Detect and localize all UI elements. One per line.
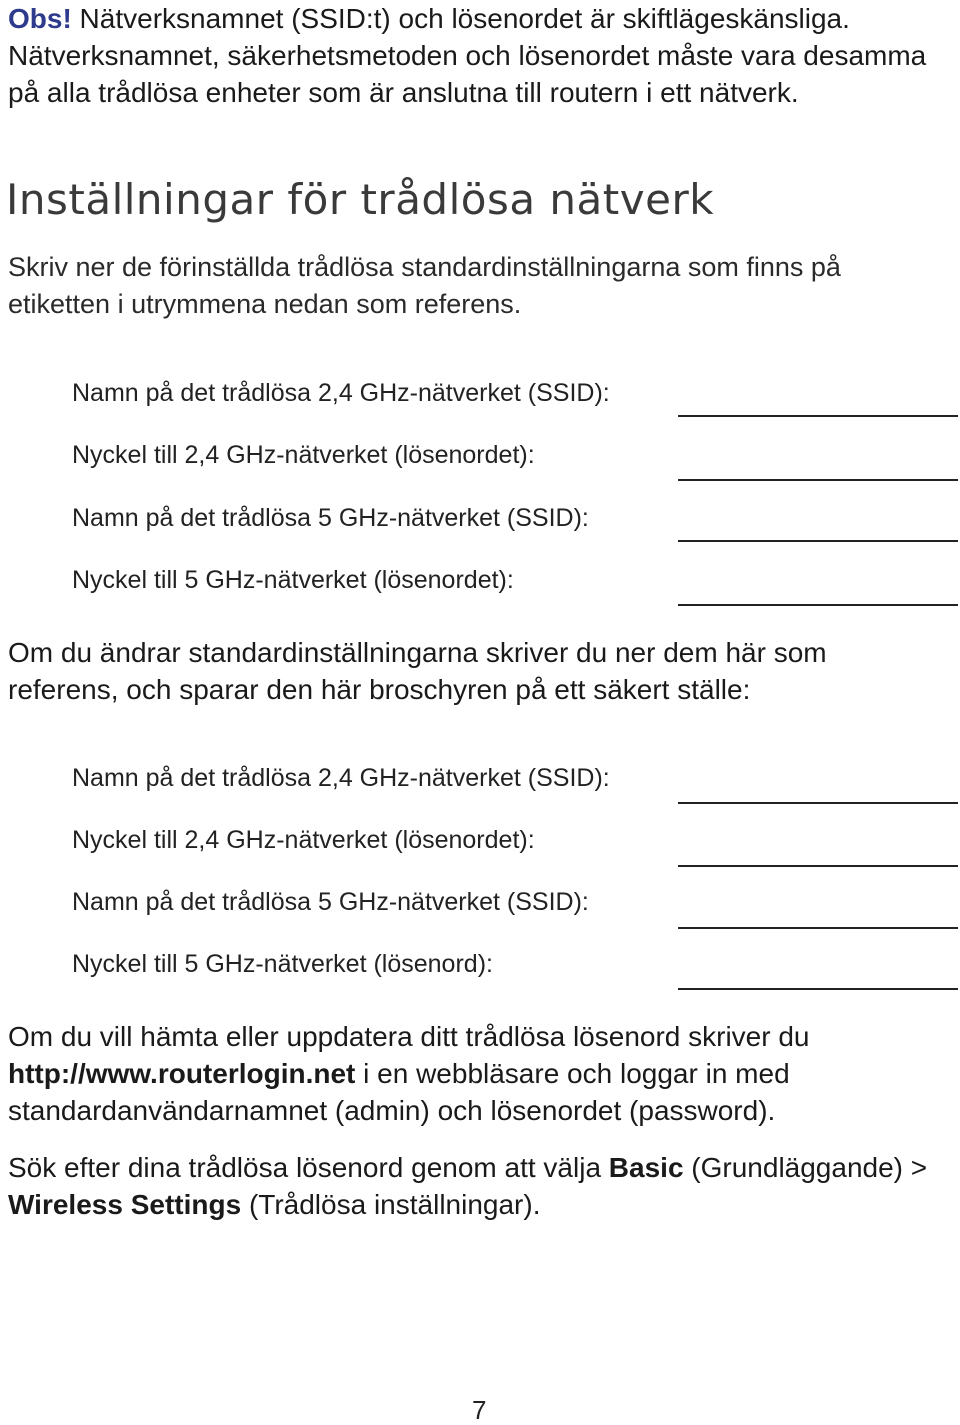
changed-settings-paragraph: Om du ändrar standardinställningarna skriver du ner dem här som referens, och sparar den här broschyren på ett säkert ställe: bbox=[8, 637, 827, 705]
field-label: Namn på det trådlösa 5 GHz-nätverket (SSID): bbox=[72, 888, 589, 916]
page-number: 7 bbox=[472, 1395, 487, 1425]
note-text: Nätverksnamnet (SSID:t) och lösenordet är skiftlägeskänsliga. Nätverksnamnet, säkerhetsmetoden och lösenordet måste vara desamma på alla trådlösa enheter som är anslutna till routern i ett nätverk. bbox=[8, 3, 927, 108]
default-ssid-24-field bbox=[72, 378, 958, 418]
page-title: Inställningar för trådlösa nätverk bbox=[6, 175, 715, 224]
menu-basic: Basic bbox=[608, 1152, 684, 1183]
obs-label: Obs! bbox=[8, 3, 72, 34]
field-label: Nyckel till 2,4 GHz-nätverket (lösenordet): bbox=[72, 441, 535, 469]
write-in-line bbox=[678, 540, 958, 542]
field-label: Namn på det trådlösa 2,4 GHz-nätverket (SSID): bbox=[72, 764, 610, 792]
search-text-middle: (Grundläggande) > bbox=[683, 1152, 928, 1183]
menu-wireless-settings: Wireless Settings bbox=[8, 1189, 242, 1220]
changed-ssid-24-field bbox=[72, 763, 958, 803]
field-label: Namn på det trådlösa 5 GHz-nätverket (SSID): bbox=[72, 504, 589, 532]
search-text-end: (Trådlösa inställningar). bbox=[241, 1189, 541, 1220]
field-label: Nyckel till 5 GHz-nätverket (lösenordet): bbox=[72, 566, 514, 594]
field-label: Nyckel till 2,4 GHz-nätverket (lösenordet): bbox=[72, 826, 535, 854]
field-label: Namn på det trådlösa 2,4 GHz-nätverket (SSID): bbox=[72, 379, 610, 407]
write-in-line bbox=[678, 802, 958, 804]
changed-key-5-field bbox=[72, 949, 958, 989]
changed-ssid-5-field bbox=[72, 887, 958, 927]
field-label: Nyckel till 5 GHz-nätverket (lösenord): bbox=[72, 950, 493, 978]
intro-paragraph: Skriv ner de förinställda trådlösa standardinställningarna som finns på etiketten i utrymmena nedan som referens. bbox=[8, 252, 841, 319]
changed-key-24-field bbox=[72, 825, 958, 865]
search-password-paragraph bbox=[8, 1149, 938, 1223]
retrieve-text-start: Om du vill hämta eller uppdatera ditt trådlösa lösenord skriver du bbox=[8, 1021, 810, 1052]
default-ssid-5-field bbox=[72, 503, 958, 543]
retrieve-text-end: i en webbläsare och loggar in med standardanvändarnamnet (admin) och lösenordet (password). bbox=[8, 1058, 790, 1126]
write-in-line bbox=[678, 988, 958, 990]
search-text-start: Sök efter dina trådlösa lösenord genom att välja bbox=[8, 1152, 609, 1183]
default-key-24-field bbox=[72, 440, 958, 480]
write-in-line bbox=[678, 865, 958, 867]
write-in-line bbox=[678, 604, 958, 606]
default-key-5-field bbox=[72, 565, 958, 605]
case-sensitivity-note bbox=[8, 0, 938, 111]
write-in-line bbox=[678, 927, 958, 929]
write-in-line bbox=[678, 479, 958, 481]
router-login-url: http://www.routerlogin.net bbox=[8, 1058, 356, 1089]
write-in-line bbox=[678, 415, 958, 417]
retrieve-password-paragraph bbox=[8, 1018, 938, 1129]
